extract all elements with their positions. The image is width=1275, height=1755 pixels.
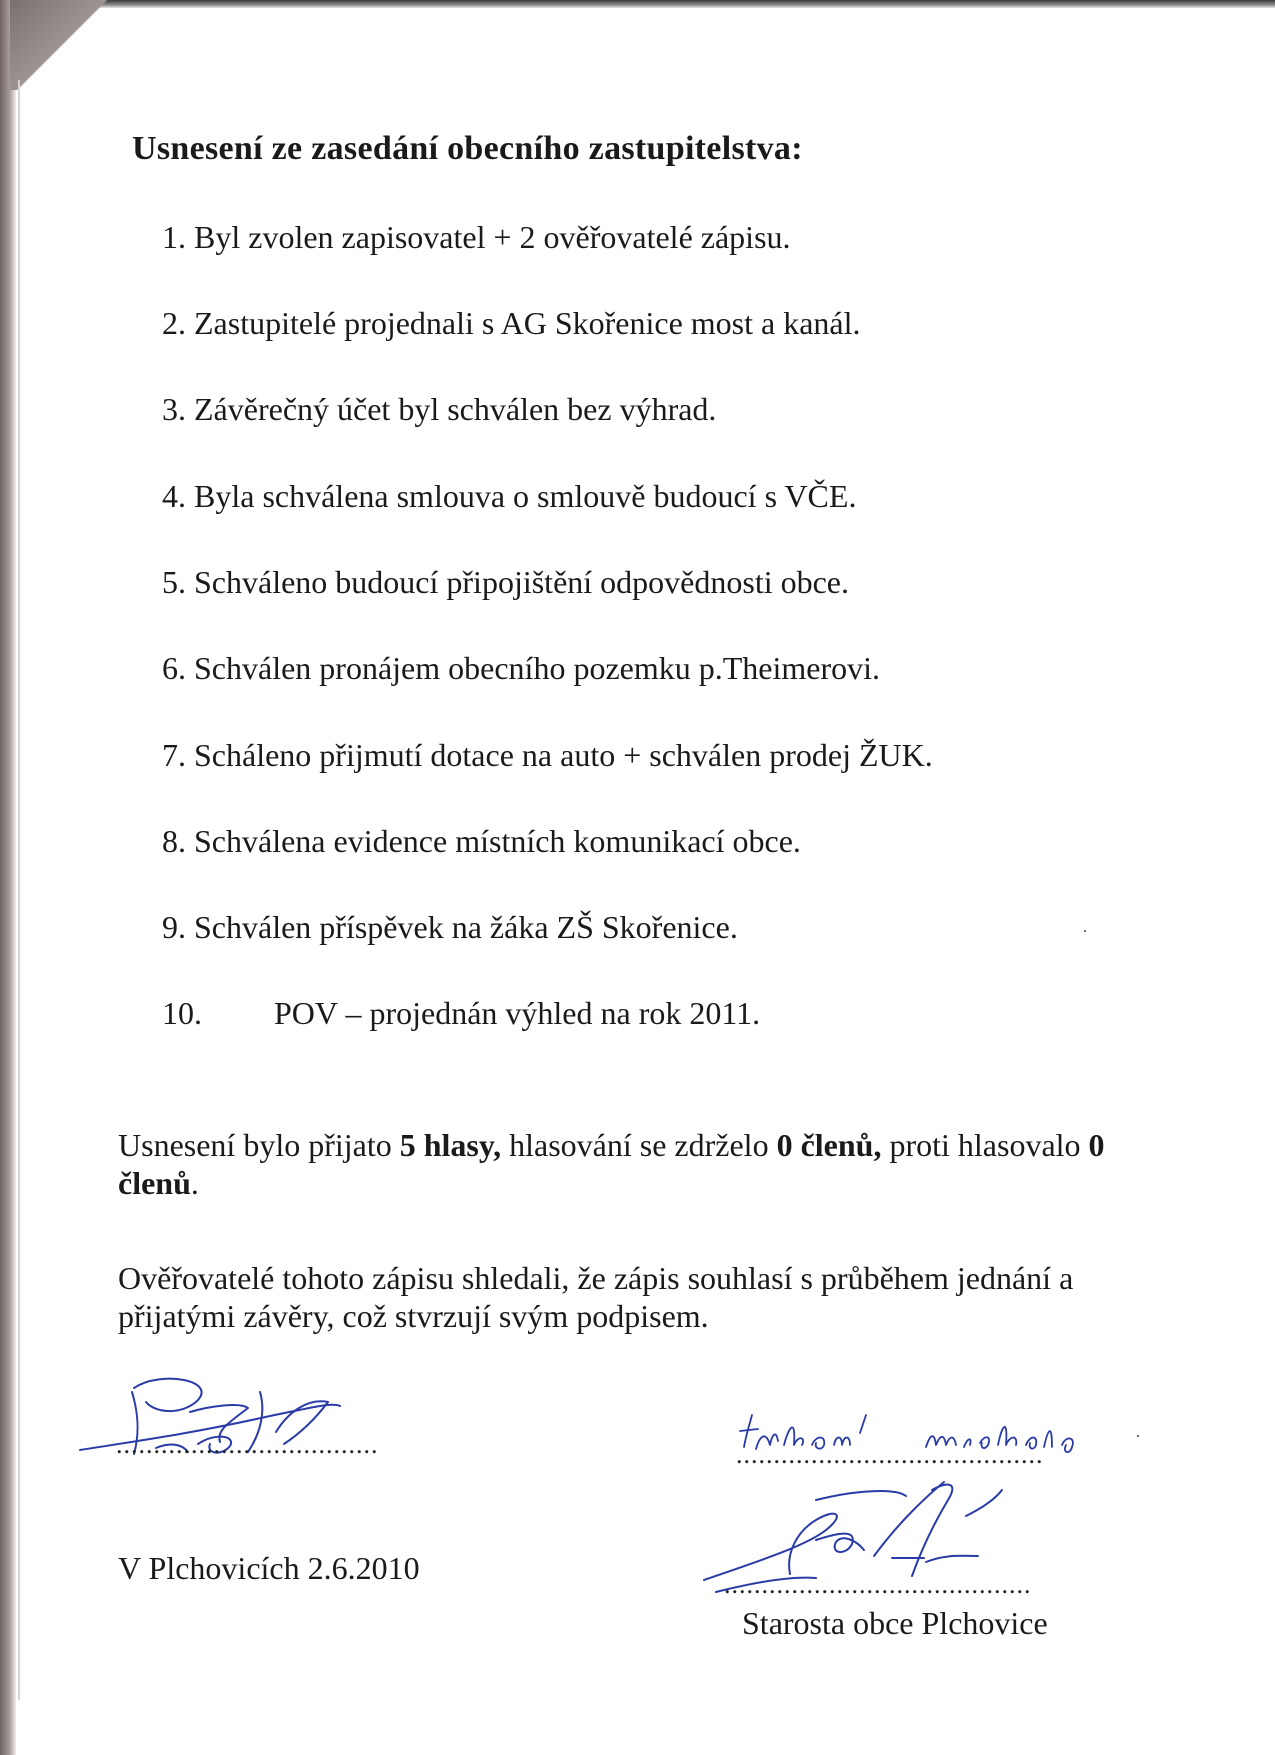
resolution-item [162, 909, 738, 946]
scan-speck [1137, 1435, 1139, 1437]
votes-for: 5 hlasy, [399, 1127, 502, 1163]
place-date: V Plchovicích 2.6.2010 [118, 1550, 420, 1586]
scan-speck [1084, 930, 1086, 932]
resolution-item [162, 650, 880, 687]
resolution-number: 4. [162, 478, 186, 514]
resolution-text: Byl zvolen zapisovatel + 2 ověřovatelé zápisu. [194, 219, 791, 255]
resolution-number: 6. [162, 650, 186, 686]
resolution-number: 5. [162, 564, 186, 600]
resolution-number: 3. [162, 391, 186, 427]
resolution-number: 9. [162, 909, 186, 945]
vote-result [118, 1126, 1118, 1202]
vote-prefix: Usnesení bylo přijato [118, 1127, 400, 1163]
resolution-item [162, 305, 861, 342]
verification-statement: Ověřovatelé tohoto zápisu shledali, že zápis souhlasí s průběhem jednání a přijatými závěry, což stvrzují svým podpisem. [118, 1260, 1074, 1334]
document-title: Usnesení ze zasedání obecního zastupitelstva: [132, 130, 803, 167]
resolution-item [162, 219, 791, 256]
resolution-item [162, 478, 856, 515]
page-corner-shadow [10, 0, 160, 90]
resolution-number: 2. [162, 305, 186, 341]
votes-abstain: 0 členů, [776, 1127, 882, 1163]
signature-line-right-bottom: ......................................... [724, 1570, 1032, 1599]
scan-border-top [0, 0, 1275, 8]
resolution-text: Scháleno přijmutí dotace na auto + schválen prodej ŽUK. [194, 737, 933, 773]
resolution-text: Závěrečný účet byl schválen bez výhrad. [194, 391, 717, 427]
mayor-label: Starosta obce Plchovice [742, 1605, 1048, 1641]
vote-suffix: . [190, 1165, 199, 1201]
votes-against: 0 členů [118, 1127, 1105, 1201]
resolution-number: 10. [162, 995, 202, 1031]
vote-against-text: proti hlasovalo [881, 1127, 1089, 1163]
signature-line-right-top: ......................................... [736, 1440, 1044, 1469]
resolution-text: Zastupitelé projednali s AG Skořenice most a kanál. [194, 305, 861, 341]
resolution-number: 1. [162, 219, 186, 255]
scan-border-left [0, 0, 16, 1755]
resolution-item [162, 995, 760, 1032]
paper-edge [18, 80, 20, 1700]
resolution-text: Schválen příspěvek na žáka ZŠ Skořenice. [194, 909, 738, 945]
resolution-text: POV – projednán výhled na rok 2011. [274, 995, 761, 1031]
resolution-number: 7. [162, 737, 186, 773]
vote-abstain-text: hlasování se zdrželo [501, 1127, 777, 1163]
resolution-item [162, 391, 716, 428]
resolution-text: Byla schválena smlouva o smlouvě budoucí s VČE. [194, 478, 857, 514]
resolution-item [162, 823, 801, 860]
signature-line-left: ................................... [116, 1430, 379, 1459]
resolution-item [162, 737, 933, 774]
resolution-text: Schváleno budoucí připojištění odpovědnosti obce. [194, 564, 849, 600]
resolution-text: Schválena evidence místních komunikací obce. [194, 823, 801, 859]
resolution-item [162, 564, 849, 601]
resolution-text: Schválen pronájem obecního pozemku p.Theimerovi. [194, 650, 881, 686]
resolution-number: 8. [162, 823, 186, 859]
